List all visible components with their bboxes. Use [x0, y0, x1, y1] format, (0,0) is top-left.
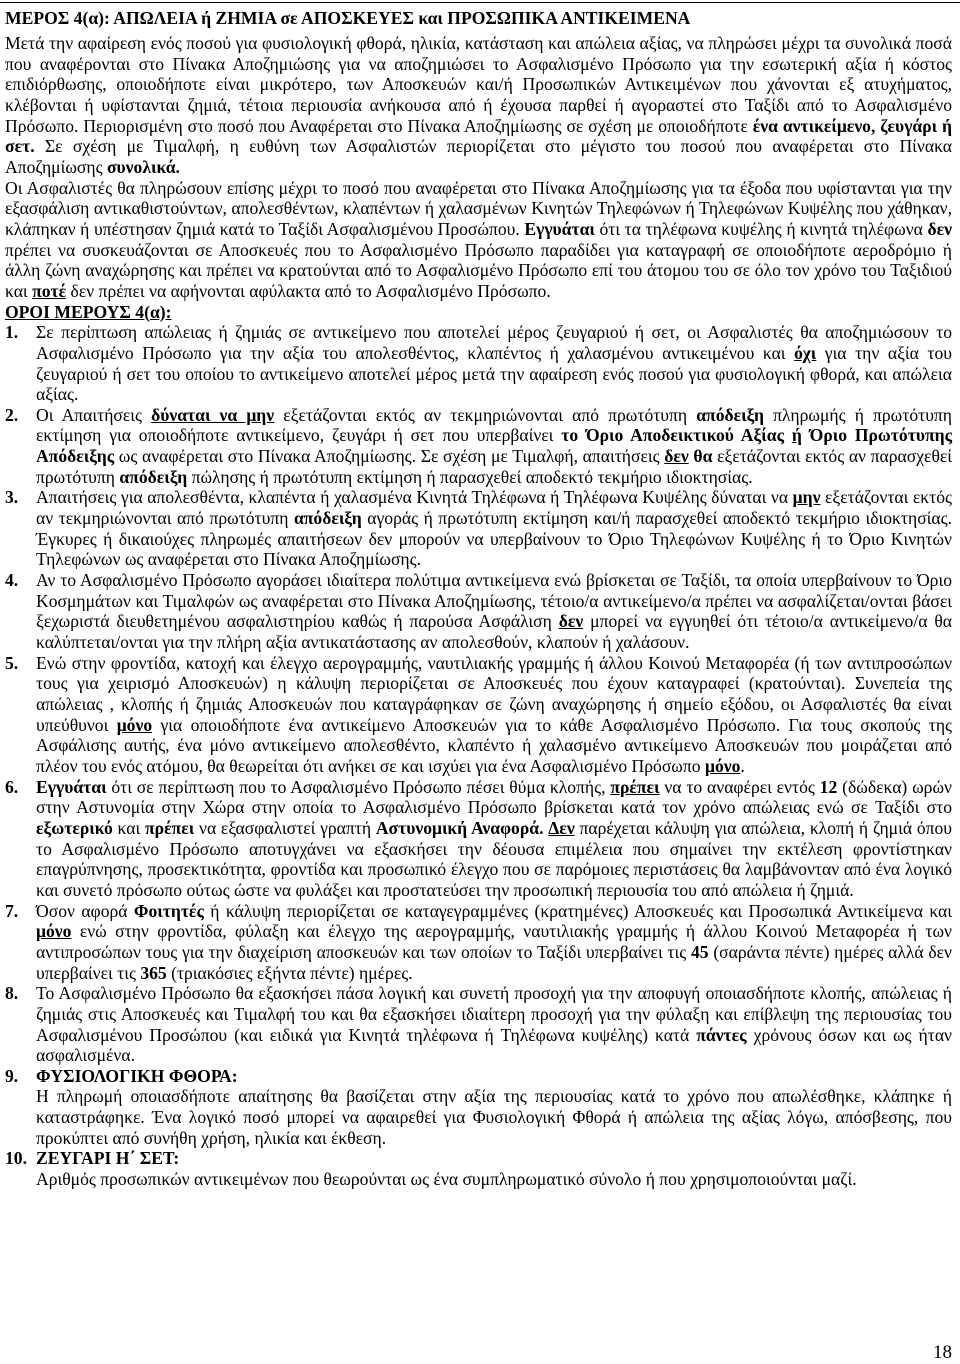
text-run: Σε σχέση με Τιμαλφή, η ευθύνη των Ασφαλιστών περιορίζεται στο μέγιστο του ποσού που αναφέρεται στο Πίνακα Αποζημίωσης [5, 136, 952, 177]
condition-number: 6. [5, 776, 19, 797]
text-run: Αν το Ασφαλισμένο Πρόσωπο αγοράσει ιδιαίτερα πολύτιμα αντικείμενα ενώ βρίσκεται σε Ταξίδι, τα οποία υπερβαίνουν το Όριο Κοσμημάτων και Τιμαλφών ως αναφέρεται στο Πίνακα Αποζημίωσης, τέτοιο/α αντικείμενο/α πρέπει να ασφαλίζεται/ονται βάσει ξεχωριστά διευθετημένου ασφαλιστηρίου καθώς ή παρούσα Ασφάλιση [36, 570, 952, 632]
text-run: ή κάλυψη περιορίζεται σε καταγεγραμμένες (κρατημένες) Αποσκευές και Προσωπικά Αντικείμενα και [203, 900, 952, 921]
text-run: Μετά την αφαίρεση ενός ποσού για φυσιολογική φθορά, ηλικία, κατάσταση και απώλεια αξίας, να πληρώσει μέχρι τα συνολικά ποσά που αναφέρονται στο Πίνακα Αποζημιώσης για να αποζημιώσει το Ασφαλισμένο Πρόσωπο για την εσωτερική αξία ή κόστος επιδιόρθωσης, οποιοδήποτε είναι μικρότερο, των Αποσκευών και/ή Προσωπικών Αντικειμένων που χάνονται εξ ατυχήματος, κλέβονται ή υφίστανται ζημιά, τέτοια περιουσία ανήκουσα από ή έχουσα παρθεί ή αγοραστεί στο Ταξίδι από το Ασφαλισμένο Πρόσωπο. Περιορισμένη στο ποσό που Αναφέρεται στο Πίνακα Αποζημίωσης σε σχέση με οποιοδήποτε [5, 33, 952, 136]
bold-underlined-text-run: Δεν [548, 817, 575, 838]
condition-item [5, 570, 952, 653]
text-run: Ενώ στην φροντίδα, κατοχή και έλεγχο αερογραμμής, ναυτιλιακής γραμμής ή άλλου Κοινού Μεταφορέα (ή των αντιπροσώπων τους για χειρισμό Αποσκευών) η κάλυψη περιορίζεται σε Αποσκευές που έχουν καταγραφεί (κρατούνται). Συνεπεία της απώλειας , κλοπής ή ζημιάς Αποσκευών που καταγράφηκαν σε ζώνη αναχώρησης ή σημείο εξόδου, οι Ασφαλιστές θα είναι υπεύθυνοι [36, 652, 952, 735]
text-run: Οι Ασφαλιστές θα πληρώσουν επίσης μέχρι το ποσό που αναφέρεται στο Πίνακα Αποζημίωσης για τα έξοδα που υφίστανται για την εξασφάλιση αντικαθιστούντων, απολεσθέντων, κλαπέντων ή χαλασμένων Κινητών Τηλεφώνων ή Τηλεφώνων Κυψέλης που χάθηκαν, κλάπηκαν ή υπέστησαν ζημιά κατά το Ταξίδι Ασφαλισμένου Προσώπου. [5, 177, 952, 239]
text-run: Όσον αφορά [36, 900, 134, 921]
condition-number: 2. [5, 404, 19, 425]
condition-item [5, 1066, 952, 1149]
text-run: (τριακόσιες εξήντα πέντε) ημέρες. [166, 962, 413, 983]
text-run: και [112, 817, 146, 838]
bold-text-run: συνολικά. [106, 156, 180, 177]
conditions-heading [5, 302, 952, 323]
condition-text [36, 901, 952, 984]
bold-underlined-text-run: δεν [664, 446, 689, 467]
bold-text-run: Φοιτητές [133, 900, 204, 921]
text-run: παρέχεται κάλυψη για απώλεια, κλοπή ή ζημιά όπου το Ασφαλισμένο Πρόσωπο αποτυγχάνει να εξασκήσει την δέουσα επιμέλεια που σημαίνει την εκτέλεση φροντίστηκαν επαγρύπνησης, προσεκτικότητα, φροντίδα και προσωπικό έλεγχο που σε παρόμοιες περιστάσεις θα λαμβάνονταν από ένα λογικό και συνετό πρόσωπο ούτως ώστε να φυλάξει και προστατεύσει την προσωπική περιουσία του από απώλεια ή ζημιά. [36, 817, 953, 900]
intro-paragraph [5, 33, 952, 178]
document-sheet [5, 7, 952, 1190]
text-run: εξετάζονται εκτός αν παρασχεθεί πρωτότυπη [36, 446, 952, 487]
condition-item [5, 777, 952, 901]
bold-underlined-text-run: μόνο [704, 755, 741, 776]
condition-item [5, 487, 952, 570]
bold-text-run: Εγγυάται [524, 218, 595, 239]
condition-number: 9. [5, 1065, 19, 1086]
bold-underlined-text-run: δύναται να μην [151, 404, 275, 425]
bold-text-run: απόδειξη [293, 508, 362, 529]
condition-heading: ΖΕΥΓΑΡΙ Η΄ ΣΕΤ: [36, 1148, 180, 1169]
bold-underlined-text-run: μόνο [116, 714, 153, 735]
condition-text [36, 405, 952, 488]
condition-number: 5. [5, 652, 19, 673]
text-run: Η πληρωμή οποιασδήποτε απαίτησης θα βασίζεται στην αξία της περιουσίας κατά το χρόνο που απωλέσθηκε, κλάπηκε ή καταστράφηκε. Ένα λογικό ποσό μπορεί να αφαιρεθεί για Φυσιολογική Φθορά ή απώλεια της αξίας λόγω, απόσβεσης, που προκύπτει από συνήθη χρήση, ηλικία και έκθεση. [36, 1086, 952, 1148]
condition-heading: ΦΥΣΙΟΛΟΓΙΚΗ ΦΘΟΡΑ: [36, 1065, 238, 1086]
text-run: μπορεί να εγγυηθεί ότι τέτοιο/α αντικείμενο/α θα καλύπτεται/ονται για την πλήρη αξία αντικατάστασης αν απολεσθούν, κλαπούν ή χαλάσουν. [36, 611, 952, 653]
bold-underlined-text-run: όχι [794, 342, 817, 363]
condition-item [5, 322, 952, 405]
condition-number: 4. [5, 570, 19, 591]
text-run: πληρωμής ή πρωτότυπη εκτίμηση για οποιοδήποτε αντικείμενο, ζευγάρι ή σετ που υπερβαίνει [36, 404, 952, 446]
text-run: ότι τα τηλέφωνα κυψέλης ή κινητά τηλέφωνα [594, 218, 928, 239]
text-run: Οι Απαιτήσεις [36, 404, 152, 425]
bold-underlined-text-run: ή [791, 425, 802, 446]
text-run: δεν πρέπει να αφήνονται αφύλακτα από το Ασφαλισμένο Πρόσωπο. [66, 280, 551, 301]
bold-text-run: 12 [819, 776, 838, 797]
bold-text-run: πάντες [696, 1024, 747, 1045]
bold-text-run: δεν [927, 218, 952, 239]
text-run: χρόνους όσων και ως ήταν ασφαλισμένα. [36, 1024, 952, 1066]
text-run: Απαιτήσεις για απολεσθέντα, κλαπέντα ή χαλασμένα Κινητά Τηλέφωνα ή Τηλέφωνα Κυψέλης δύναται να [36, 487, 793, 508]
condition-number: 1. [5, 322, 19, 343]
condition-item [5, 901, 952, 984]
text-run: να το αναφέρει εντός [659, 776, 820, 797]
text-run: για την αξία του ζευγαριού ή σετ του οποίου το αντικείμενο αποτελεί μέρος μετά την αφαίρεση ενός ποσού για φυσιολογική φθορά, και απώλεια αξίας. [36, 342, 952, 405]
bold-underlined-text-run: μην [792, 487, 821, 508]
text-run: να εξασφαλιστεί γραπτή [194, 817, 376, 838]
section-title: ΜΕΡΟΣ 4(α): ΑΠΩΛΕΙΑ ή ΖΗΜΙΑ σε ΑΠΟΣΚΕΥΕΣ και ΠΡΟΣΩΠΙΚΑ ΑΝΤΙΚΕΙΜΕΝΑ [5, 8, 691, 28]
condition-text [36, 570, 952, 653]
bold-underlined-text-run: δεν [558, 611, 584, 632]
condition-text [36, 322, 952, 405]
text-run: ενώ στην φροντίδα, φύλαξη και έλεγχο της αερογραμμής, ναυτιλιακής γραμμής ή άλλου Κοινού Μεταφορέα ή των αντιπροσώπων τους για την διαχείριση αποσκευών και των οποίων το Ταξίδι υπερβαίνει τις [36, 921, 952, 962]
bold-text-run: πρέπει [145, 817, 195, 838]
condition-text [36, 653, 952, 777]
bold-text-run: Εγγυάται [36, 776, 107, 797]
condition-text [36, 1169, 952, 1190]
text-run: πρέπει να συσκευάζονται σε Αποσκευές που το Ασφαλισμένο Πρόσωπο παραδίδει για καταγραφή σε οποιοδήποτε αεροδρόμιο ή άλλη ζώνη αναχώρησης και πρέπει να κρατούνται από το Ασφαλισμένο Πρόσωπο επί του άτομου του σε όλο τον χρόνο του Ταξιδιού και [5, 239, 952, 301]
bold-text-run: το Όριο Αποδεικτικού Αξίας [561, 425, 792, 446]
condition-text [36, 777, 952, 901]
condition-number: 7. [5, 900, 19, 921]
bold-underlined-text-run: ποτέ [32, 280, 67, 301]
bold-underlined-text-run: πρέπει [610, 776, 660, 797]
text-run: πώλησης ή πρωτότυπη εκτίμηση ή παρασχεθεί αποδεκτό τεκμήριο ιδιοκτησίας. [187, 466, 753, 487]
text-run: ότι σε περίπτωση που το Ασφαλισμένο Πρόσωπο πέσει θύμα κλοπής, [106, 776, 611, 797]
bold-underlined-text-run: μόνο [36, 921, 72, 942]
bold-text-run: 45 [690, 941, 709, 962]
condition-item [5, 653, 952, 777]
bold-text-run: Όριο Πρωτότυπης Απόδειξης [36, 425, 952, 467]
condition-text [36, 487, 952, 570]
text-run: (σαράντα πέντε) ημέρες αλλά δεν υπερβαίνει τις [36, 941, 952, 983]
text-run: . [740, 755, 745, 776]
text-run: Σε περίπτωση απώλειας ή ζημιάς σε αντικείμενο που αποτελεί μέρος ζευγαριού ή σετ, οι Ασφαλιστές θα αποζημιώσουν το Ασφαλισμένο Πρόσωπο για την αξία του απολεσθέντος, κλαπέντος ή χαλασμένου αντικειμένου και [36, 322, 952, 363]
text-run: Αριθμός προσωπικών αντικειμένων που θεωρούνται ως ένα συμπληρωματικό σύνολο ή που χρησιμοποιούνται μαζί. [36, 1169, 857, 1190]
text-run: Το Ασφαλισμένο Πρόσωπο θα εξασκήσει πάσα λογική και συνετή προσοχή για την αποφυγή οποιασδήποτε κλοπής, απώλειας ή ζημιάς στις Αποσκευές και Τιμαλφή του και θα εξασκήσει ιδιαίτερη προσοχή για την φύλαξη και επίβλεψη της περιουσίας του Ασφαλισμένου Προσώπου (και ειδικά για Κινητά τηλέφωνα ή Τηλέφωνα κυψέλης) κατά [36, 983, 952, 1045]
bold-text-run: εξωτερικό [36, 817, 113, 838]
condition-text [36, 1086, 952, 1148]
conditions-heading-text: ΟΡΟΙ ΜΕΡΟΥΣ 4(α): [5, 301, 172, 322]
condition-text [36, 983, 952, 1066]
condition-item [5, 1148, 952, 1189]
bold-text-run: απόδειξη [119, 466, 188, 487]
bold-text-run: ένα αντικείμενο, ζευγάρι ή σετ. [5, 115, 953, 157]
top-rule [0, 2, 960, 3]
condition-number: 3. [5, 487, 19, 508]
bold-text-run: απόδειξη [696, 404, 765, 425]
text-run: (δώδεκα) ωρών στην Αστυνομία στην Χώρα στην οποία το Ασφαλισμένο Πρόσωπο βρίσκεται κατά τον χρόνο απώλειας ενώ σε Ταξίδι στο [36, 776, 952, 818]
bold-text-run: 365 [140, 962, 167, 983]
text-run: για οποιοδήποτε ένα αντικείμενο Αποσκευών για το κάθε Ασφαλισμένο Πρόσωπο. Για τους σκοπούς της Ασφάλισης αυτής, ένα μόνο αντικείμενο απολεσθέντο, κλαπέντο ή χαλασμένο αντικείμενο Αποσκευών που μοιράζεται από πλέον του ενός ατόμου, θα θεωρείται ότι ανήκει σε και ισχύει για ένα Ασφαλισμένο Πρόσωπο [36, 714, 952, 776]
bold-text-run: Αστυνομική Αναφορά. [375, 817, 544, 838]
text-run: ως αναφέρεται στο Πίνακα Αποζημίωσης. Σε σχέση με Τιμαλφή, απαιτήσεις [114, 446, 665, 467]
condition-item [5, 983, 952, 1066]
condition-item [5, 405, 952, 488]
bold-text-run: θα [688, 446, 713, 467]
condition-number: 10. [5, 1148, 27, 1169]
intro-paragraph [5, 178, 952, 302]
page-number: 18 [933, 1342, 952, 1363]
condition-number: 8. [5, 983, 19, 1004]
text-run: αγοράς ή πρωτότυπη εκτίμηση και/ή παρασχεθεί αποδεκτό τεκμήριο ιδιοκτησίας. Έγκυρες ή δικαιούχες πληρωμές απαιτήσεων δεν μπορούν να υπερβαίνουν το Όριο Τηλεφώνων Κυψέλης ή το Όριο Κινητών Τηλεφώνων ως αναφέρεται στο Πίνακα Αποζημίωσης. [36, 508, 952, 570]
text-run: εξετάζονται εκτός αν τεκμηριώνονται από πρωτότυπη [274, 404, 697, 425]
text-run: εξετάζονται εκτός αν τεκμηριώνονται από πρωτότυπη [36, 487, 952, 529]
